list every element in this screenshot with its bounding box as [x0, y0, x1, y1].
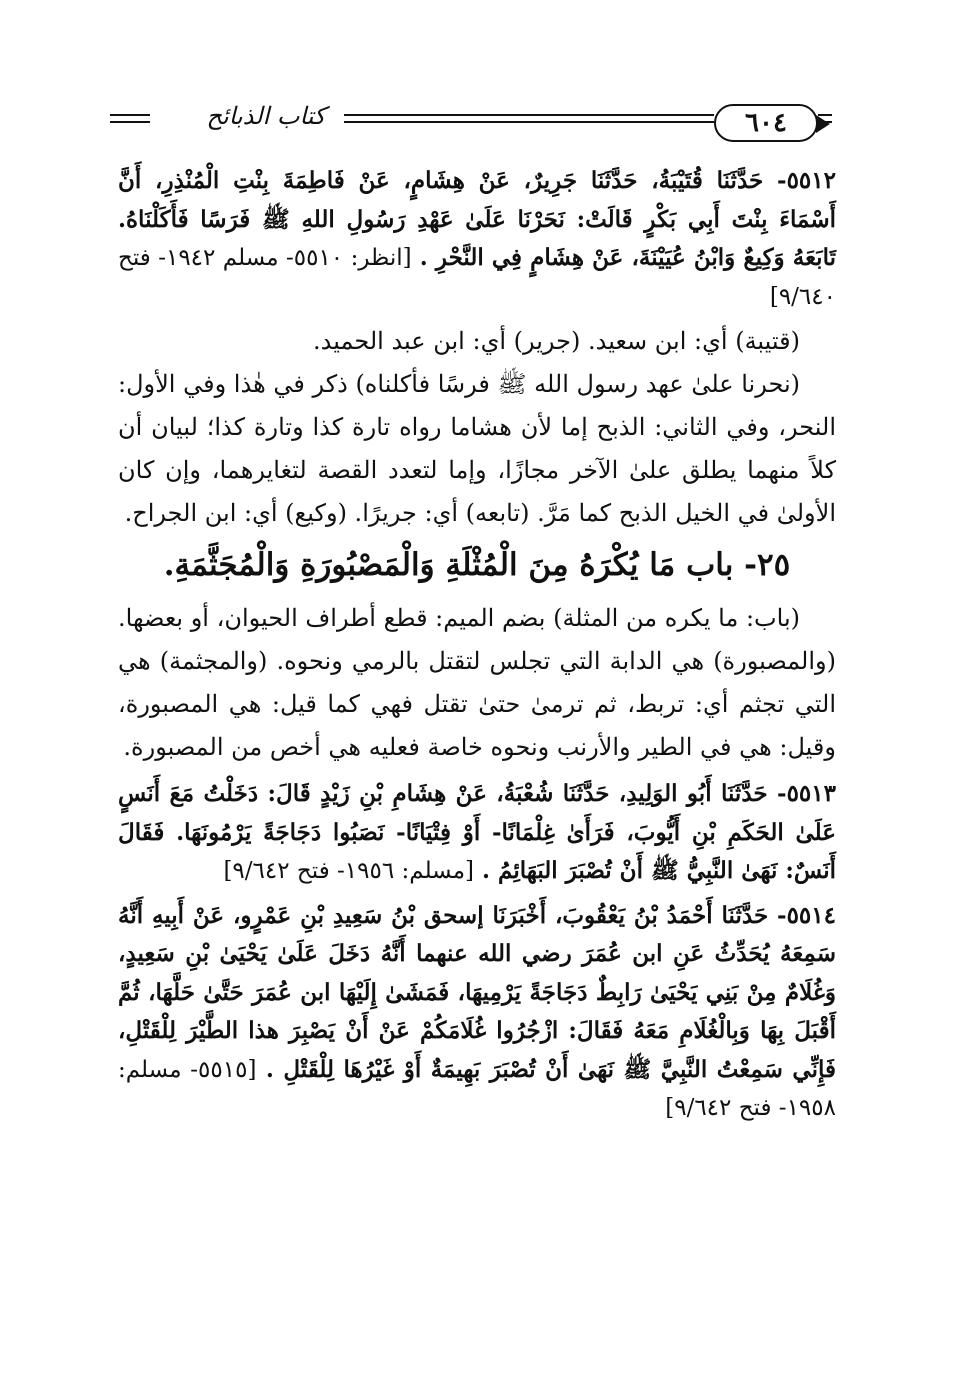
commentary-paragraph: (باب: ما يكره من المثلة) بضم الميم: قطع أطراف الحيوان، أو بعضها. (والمصبورة) هي الدابة التي تجلس لتقتل بالرمي ونحوه. (والمجثمة) هي التي تجثم أي: تربط، ثم ترمىٰ حتىٰ تقتل فهي كما قيل: هي المصبورة، وقيل: هي في الطير والأرنب ونحوه خاصة فعليه هي أخص من المصبورة.	[118, 604, 836, 761]
header-rule	[110, 121, 150, 123]
header-rule	[818, 121, 832, 123]
hadith-reference: [انظر: ٥٥١٠- مسلم ١٩٤٢- فتح ٩/٦٤٠]	[118, 245, 836, 310]
hadith-5514	[118, 897, 836, 1128]
hadith-5512	[118, 162, 836, 316]
commentary-paragraph: (قتيبة) أي: ابن سعيد. (جرير) أي: ابن عبد الحميد.	[313, 327, 800, 355]
hadith-reference: [مسلم: ١٩٥٦- فتح ٩/٦٤٢]	[223, 858, 474, 884]
hadith-5513	[118, 775, 836, 891]
header-rule	[344, 114, 714, 116]
hadith-text: ٥٥١٤- حَدَّثَنَا أَحْمَدُ بْنُ يَعْقُوبَ، أَخْبَرَنَا إسحق بْنُ سَعِيدِ بْنِ عَمْرٍو، عَنْ أَبِيهِ أَنَّهُ سَمِعَهُ يُحَدِّثُ عَنِ ابن عُمَرَ رضي الله عنهما أَنَّهُ دَخَلَ عَلَىٰ يَحْيَىٰ بْنِ سَعِيدٍ، وَغُلَامٌ مِنْ بَنِي يَحْيَىٰ رَابِطٌ دَجَاجَةً يَرْمِيهَا، فَمَشَىٰ إِلَيْهَا ابن عُمَرَ حَتَّىٰ حَلَّهَا، ثُمَّ أَقْبَلَ بِهَا وَبِالْغُلَامِ مَعَهُ فَقَالَ: ازْجُرُوا غُلَامَكُمْ عَنْ أَنْ يَصْبِرَ هذا الطَّيْرَ لِلْقَتْلِ، فَإِنِّي سَمِعْتُ النَّبِيَّ ﷺ نَهَىٰ أَنْ تُصْبَرَ بَهِيمَةٌ أَوْ غَيْرُهَا لِلْقَتْلِ .	[118, 901, 836, 1083]
chapter-heading: ٢٥- باب مَا يُكْرَهُ مِنَ الْمُثْلَةِ وَالْمَصْبُورَةِ وَالْمُجَثَّمَةِ.	[163, 547, 791, 583]
commentary-paragraph: (نحرنا علىٰ عهد رسول الله ﷺ فرسًا فأكلناه) ذكر في هٰذا وفي الأول: النحر، وفي الثاني: الذبح إما لأن هشاما رواه تارة كذا وتارة كذا؛ لبيان أن كلاً منهما يطلق علىٰ الآخر مجازًا، وإما لتعدد القصة لتغايرهما، وإن كان الأولىٰ في الخيل الذبح كما مَرَّ. (تابعه) أي: جريرًا. (وكيع) أي: ابن الجراح.	[118, 370, 836, 527]
running-title: كتاب الذبائح	[206, 102, 326, 130]
header-rule	[110, 114, 150, 116]
page-header	[110, 100, 832, 150]
page-number: ٦٠٤	[714, 104, 818, 142]
header-rule	[344, 121, 714, 123]
page-body	[118, 162, 836, 1128]
hadith-text: ٥٥١٣- حَدَّثَنَا أَبُو الوَلِيدِ، حَدَّثَنَا شُعْبَةُ، عَنْ هِشَامِ بْنِ زَيْدٍ قَالَ: دَخَلْتُ مَعَ أَنَسٍ عَلَىٰ الحَكَمِ بْنِ أَيُّوبَ، فَرَأَىٰ غِلْمَانًا- أَوْ فِتْيَانًا- نَصَبُوا دَجَاجَةً يَرْمُونَهَا. فَقَالَ أَنَسٌ: نَهَىٰ النَّبِيُّ ﷺ أَنْ تُصْبَرَ البَهَائِمُ .	[118, 780, 836, 884]
hadith-reference: [٥٥١٥- مسلم: ١٩٥٨- فتح ٩/٦٤٢]	[118, 1056, 836, 1121]
hadith-text: ٥٥١٢- حَدَّثَنَا قُتَيْبَةُ، حَدَّثَنَا جَرِيرٌ، عَنْ هِشَامٍ، عَنْ فَاطِمَةَ بِنْتِ الْمُنْذِرِ، أَنَّ أَسْمَاءَ بِنْتَ أَبِي بَكْرٍ قَالَتْ: نَحَرْنَا عَلَىٰ عَهْدِ رَسُولِ اللهِ ﷺ فَرَسًا فَأَكَلْنَاهُ. تَابَعَهُ وَكِيعٌ وَابْنُ عُيَيْنَةَ، عَنْ هِشَامٍ فِي النَّحْرِ .	[118, 167, 836, 271]
header-rule	[818, 114, 832, 116]
